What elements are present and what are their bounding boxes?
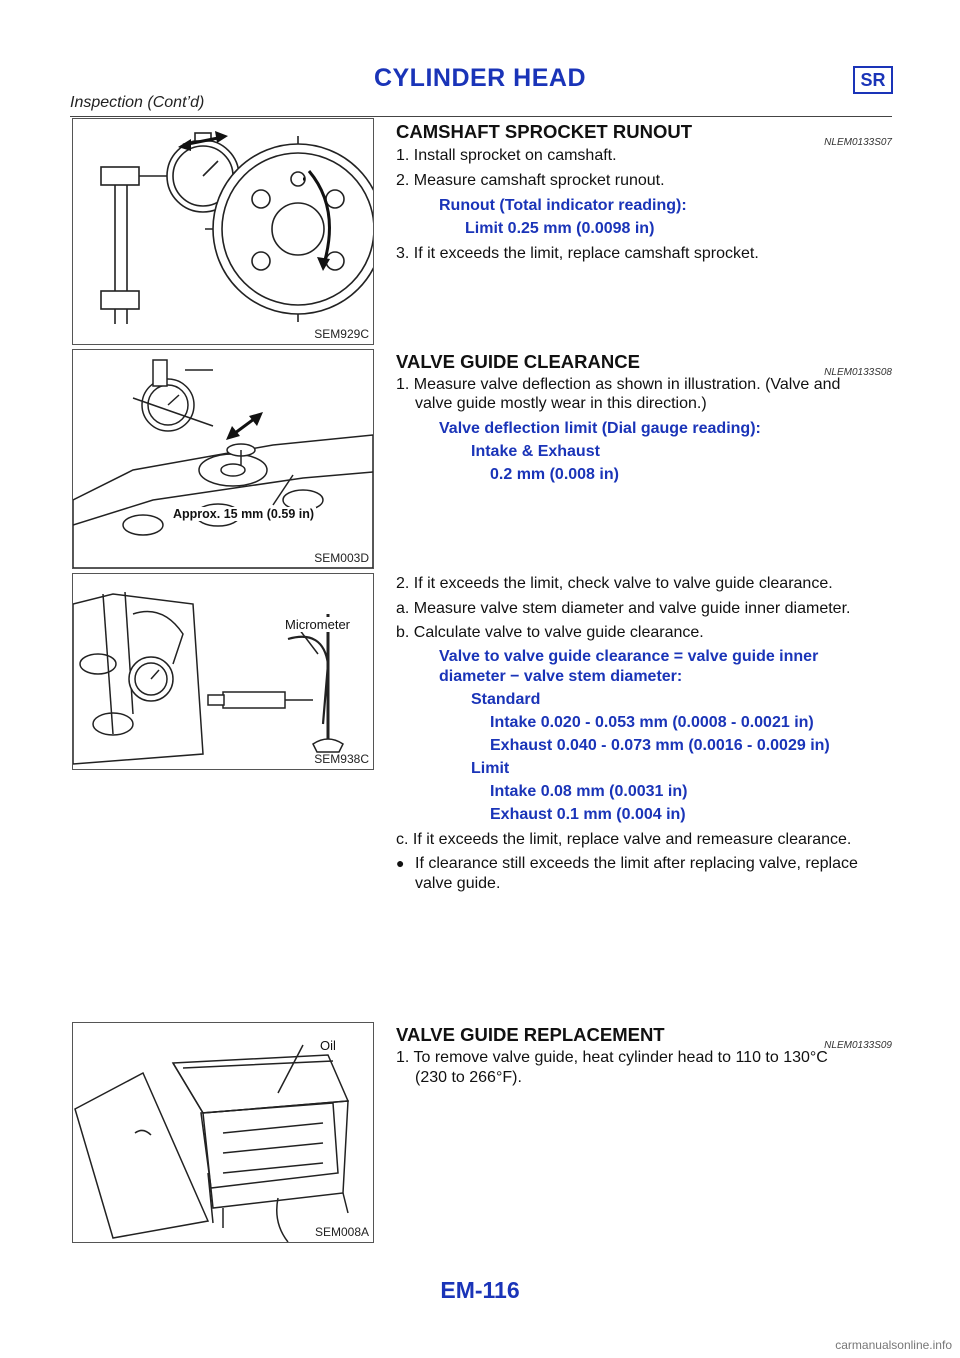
limit-exhaust: Exhaust 0.1 mm (0.004 in) xyxy=(490,806,686,823)
step-text: 1. To remove valve guide, heat cylinder head to 110 to 130°C xyxy=(396,1049,828,1066)
step-text: 3. If it exceeds the limit, replace camshaft sprocket. xyxy=(396,245,759,262)
figure-oil-bath xyxy=(72,1022,374,1243)
note-text: valve guide. xyxy=(415,875,501,892)
step-text: 2. Measure camshaft sprocket runout. xyxy=(396,172,665,189)
figure-sprocket-runout xyxy=(72,118,374,345)
figure-code: SEM938C xyxy=(314,752,369,766)
step-text: a. Measure valve stem diameter and valve guide inner diameter. xyxy=(396,600,851,617)
figure-code: SEM003D xyxy=(314,551,369,565)
standard-exhaust: Exhaust 0.040 - 0.073 mm (0.0016 - 0.0029 in) xyxy=(490,737,830,754)
engine-badge: SR xyxy=(853,66,893,94)
figure-code: SEM929C xyxy=(314,327,369,341)
standard-intake: Intake 0.020 - 0.053 mm (0.0008 - 0.0021 in) xyxy=(490,714,814,731)
standard-label: Standard xyxy=(471,691,541,708)
header-rule xyxy=(70,116,892,117)
section-title-valve-guide-replacement: VALVE GUIDE REPLACEMENT xyxy=(396,1024,665,1045)
oil-callout: Oil xyxy=(320,1038,336,1053)
bullet: ● xyxy=(396,855,405,871)
approx-callout: Approx. 15 mm (0.59 in) xyxy=(173,507,315,521)
spec-label: Valve deflection limit (Dial gauge reading): xyxy=(439,420,761,437)
section-title-valve-guide-clearance: VALVE GUIDE CLEARANCE xyxy=(396,351,640,372)
spec-label: Runout (Total indicator reading): xyxy=(439,197,687,214)
step-text: b. Calculate valve to valve guide clearance. xyxy=(396,624,704,641)
formula-text: Valve to valve guide clearance = valve guide inner xyxy=(439,648,819,665)
oil-bath-illustration xyxy=(73,1023,373,1242)
step-text: 1. Install sprocket on camshaft. xyxy=(396,147,617,164)
limit-intake: Intake 0.08 mm (0.0031 in) xyxy=(490,783,688,800)
formula-text: diameter − valve stem diameter: xyxy=(439,668,683,685)
section-code: NLEM0133S08 xyxy=(824,367,892,378)
section-code: NLEM0133S07 xyxy=(824,137,892,148)
step-text: valve guide mostly wear in this direction.) xyxy=(415,395,707,412)
figure-valve-deflection xyxy=(72,349,374,569)
note-text: If clearance still exceeds the limit after replacing valve, replace xyxy=(415,855,858,872)
micrometer-callout: Micrometer xyxy=(285,617,351,632)
dial-gauge-sprocket-illustration xyxy=(73,119,373,344)
limit-label: Limit xyxy=(471,760,510,777)
spec-value: Limit 0.25 mm (0.0098 in) xyxy=(465,220,655,237)
page-number: EM-116 xyxy=(440,1277,520,1303)
micrometer-illustration xyxy=(73,574,373,769)
step-text: 2. If it exceeds the limit, check valve to valve guide clearance. xyxy=(396,575,833,592)
spec-sub-label: Intake & Exhaust xyxy=(471,443,600,460)
spec-value: 0.2 mm (0.008 in) xyxy=(490,466,619,483)
figure-micrometer xyxy=(72,573,374,770)
page-subtitle: Inspection (Cont’d) xyxy=(70,94,205,111)
watermark: carmanualsonline.info xyxy=(835,1338,952,1352)
figure-code: SEM008A xyxy=(314,1225,369,1239)
step-text: c. If it exceeds the limit, replace valve and remeasure clearance. xyxy=(396,831,852,848)
step-text: (230 to 266°F). xyxy=(415,1069,522,1086)
step-text: 1. Measure valve deflection as shown in illustration. (Valve and xyxy=(396,376,841,393)
valve-deflection-illustration xyxy=(73,350,373,568)
section-code: NLEM0133S09 xyxy=(824,1040,892,1051)
section-title-sprocket-runout: CAMSHAFT SPROCKET RUNOUT xyxy=(396,121,692,142)
page-title: CYLINDER HEAD xyxy=(373,64,587,92)
